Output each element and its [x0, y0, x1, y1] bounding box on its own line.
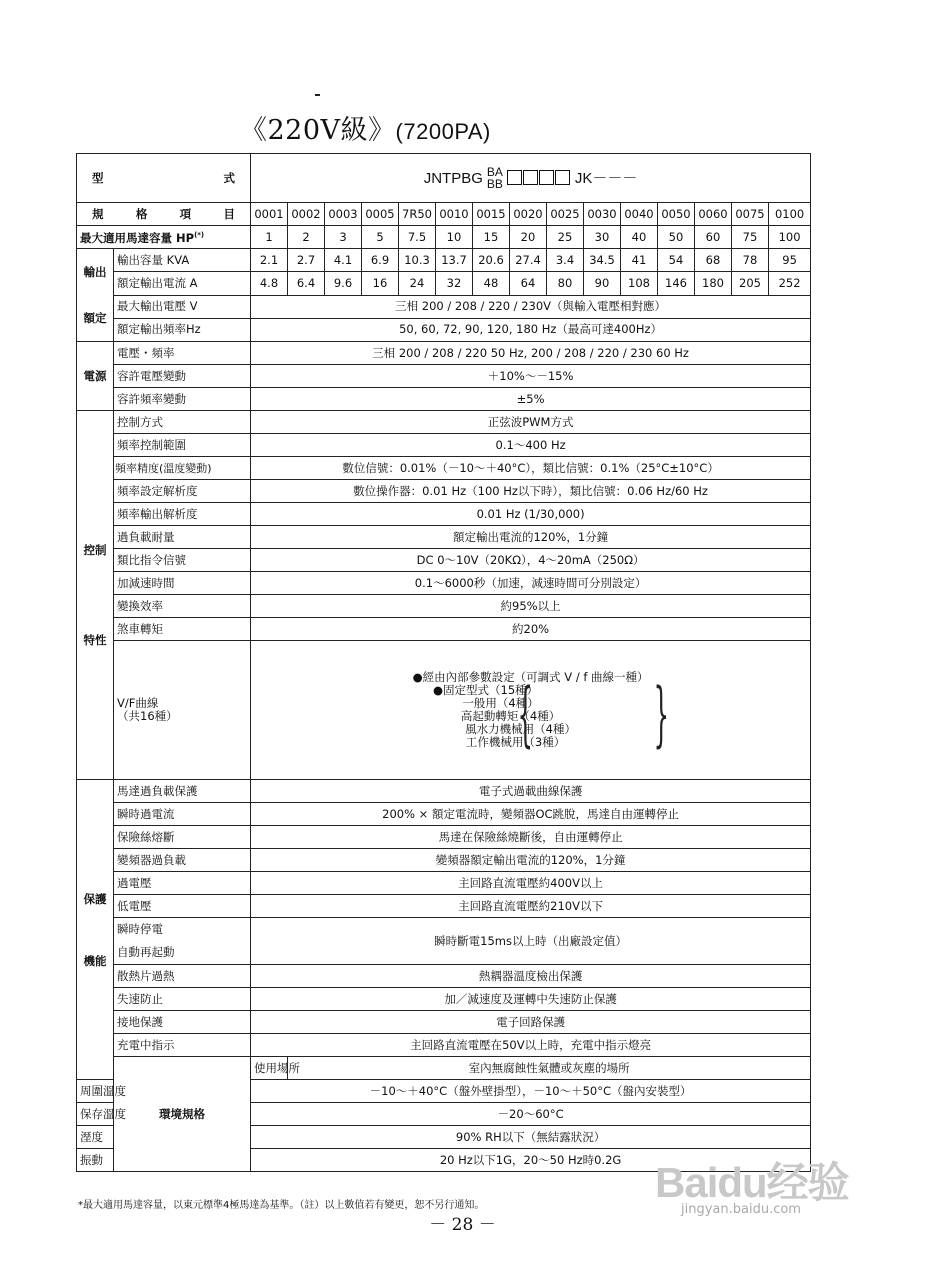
row-value: 0.1～6000秒（加速，減速時間可分別設定）: [251, 572, 811, 595]
hp-cell: 10: [436, 226, 473, 249]
code-cell: 0075: [732, 203, 769, 226]
row-value: 主回路直流電壓在50V以上時，充電中指示燈亮: [251, 1034, 811, 1057]
hp-cell: 1: [251, 226, 288, 249]
environment-category: 環境規格: [114, 1057, 251, 1172]
code-cell: 0005: [362, 203, 399, 226]
kva-cell: 2.7: [288, 249, 325, 272]
row-value: 數位信號：0.01%（－10～＋40°C），類比信號：0.1%（25°C±10°C）: [251, 457, 811, 480]
vf-label-text: V/F曲線: [117, 696, 159, 710]
power-row: [77, 388, 811, 411]
code-cell: 0060: [695, 203, 732, 226]
current-cell: 24: [399, 272, 436, 295]
kva-cell: 3.4: [547, 249, 584, 272]
row-label: 保存溫度: [77, 1103, 114, 1126]
control-category: 控制特性: [77, 411, 114, 780]
row-value: 三相 200 / 208 / 220 / 230V（與輸入電壓相對應）: [251, 295, 811, 318]
row-label: 頻率精度(溫度變動): [114, 457, 251, 480]
row-label: 馬達過負載保護: [114, 780, 251, 803]
kva-cell: 95: [769, 249, 811, 272]
row-value: 瞬時斷電15ms以上時（出廠設定值）: [251, 918, 811, 965]
row-value: 正弦波PWM方式: [251, 411, 811, 434]
protection-row: [77, 849, 811, 872]
watermark-url: jingyan.baidu.com: [681, 1202, 801, 1217]
kva-cell: 34.5: [584, 249, 621, 272]
current-cell: 16: [362, 272, 399, 295]
spec-header-row: [77, 203, 811, 226]
kva-cell: 41: [621, 249, 658, 272]
hp-cell: 75: [732, 226, 769, 249]
title-sub: (7200PA): [395, 119, 491, 144]
control-row: [77, 526, 811, 549]
code-cell: 0003: [325, 203, 362, 226]
hp-cell: 20: [510, 226, 547, 249]
row-value: 熱耦器溫度檢出保護: [251, 965, 811, 988]
model-label: [77, 154, 251, 203]
model-ba-bb: [487, 166, 503, 190]
hp-label: 最大適用馬達容量 HP(*): [77, 226, 251, 249]
vf-type: 風水力機械用（4種）: [465, 722, 576, 736]
row-value: 約20%: [251, 618, 811, 641]
hp-cell: 15: [473, 226, 510, 249]
row-value: 電子式過載曲線保護: [251, 780, 811, 803]
spec-header-label: 規 格 項 目: [77, 203, 251, 226]
spec-table: [76, 153, 811, 1172]
row-label: 容許電壓變動: [114, 365, 251, 388]
protection-row: [77, 803, 811, 826]
code-cell: 0025: [547, 203, 584, 226]
code-cell: 0015: [473, 203, 510, 226]
current-cell: 146: [658, 272, 695, 295]
row-label: 保險絲熔斷: [114, 826, 251, 849]
hp-cell: 100: [769, 226, 811, 249]
kva-cell: 78: [732, 249, 769, 272]
control-row: [77, 503, 811, 526]
current-cell: 48: [473, 272, 510, 295]
output-freq-row: [77, 318, 811, 341]
row-value: ＋10%～－15%: [251, 365, 811, 388]
row-label: 散熱片過熱: [114, 965, 251, 988]
control-row: [77, 572, 811, 595]
control-row: [77, 434, 811, 457]
scan-dot: [315, 94, 320, 96]
row-label: 輸出容量 KVA: [114, 249, 251, 272]
current-cell: 6.4: [288, 272, 325, 295]
vf-type: 一般用（4種）: [462, 696, 539, 710]
hp-cell: 50: [658, 226, 695, 249]
control-row: [77, 549, 811, 572]
kva-cell: 4.1: [325, 249, 362, 272]
power-row: [77, 342, 811, 365]
row-label: 失速防止: [114, 988, 251, 1011]
vf-count: （共16種）: [117, 709, 178, 723]
row-label: 額定輸出電流 A: [114, 272, 251, 295]
model-label-text: 型 式: [92, 170, 235, 185]
page-number: － 28 －: [429, 1215, 496, 1235]
kva-cell: 20.6: [473, 249, 510, 272]
row-value: 主回路直流電壓約400V以上: [251, 872, 811, 895]
control-row: [77, 618, 811, 641]
hp-cell: 2: [288, 226, 325, 249]
vf-type: 工作機械用（3種）: [465, 735, 566, 749]
protection-row: [77, 780, 811, 803]
row-value: 90% RH以下（無結露狀況）: [251, 1126, 811, 1149]
hp-cell: 40: [621, 226, 658, 249]
row-label: 瞬時過電流: [114, 803, 251, 826]
model-prefix: JNTPBG: [423, 169, 483, 187]
row-label: 使用場所: [251, 1057, 288, 1080]
row-label: 接地保護: [114, 1011, 251, 1034]
control-row: [77, 411, 811, 434]
current-cell: 4.8: [251, 272, 288, 295]
row-value: 約95%以上: [251, 595, 811, 618]
model-bb: BB: [486, 177, 503, 191]
current-cell: 32: [436, 272, 473, 295]
current-cell: 9.6: [325, 272, 362, 295]
row-value: －20～60°C: [251, 1103, 811, 1126]
vf-row: [77, 641, 811, 780]
output-category: 輸出額定: [77, 249, 114, 342]
kva-cell: 6.9: [362, 249, 399, 272]
watermark: [655, 1150, 849, 1217]
page-title: [240, 108, 491, 147]
row-value: 0.1～400 Hz: [251, 434, 811, 457]
protection-row: [77, 988, 811, 1011]
hp-cell: 25: [547, 226, 584, 249]
hp-cell: 60: [695, 226, 732, 249]
control-row: [77, 480, 811, 503]
code-cell: 0050: [658, 203, 695, 226]
protection-row: [77, 1011, 811, 1034]
row-value: 馬達在保險絲燒斷後，自由運轉停止: [251, 826, 811, 849]
row-label: 控制方式: [114, 411, 251, 434]
row-value: 20 Hz以下1G，20～50 Hz時0.2G: [251, 1149, 811, 1172]
kva-cell: 27.4: [510, 249, 547, 272]
title-main: 《220V級》: [240, 115, 396, 146]
output-voltage-row: [77, 295, 811, 318]
code-cell: 0001: [251, 203, 288, 226]
row-label: 最大輸出電壓 V: [114, 295, 251, 318]
row-value: 變頻器額定輸出電流的120%，1分鐘: [251, 849, 811, 872]
hp-cell: 7.5: [399, 226, 436, 249]
code-cell: 0010: [436, 203, 473, 226]
power-loss-label: 瞬時停電 自動再起動: [114, 918, 251, 965]
code-cell: 0020: [510, 203, 547, 226]
vf-line: ●經由內部參數設定（可調式 V / f 曲線一種）: [412, 670, 649, 684]
protection-row: [77, 1034, 811, 1057]
output-kva-row: [77, 249, 811, 272]
row-value: DC 0～10V（20KΩ），4～20mA（250Ω）: [251, 549, 811, 572]
vf-type: 高起動轉矩（4種）: [460, 709, 561, 723]
control-row: [77, 457, 811, 480]
row-value: 電子回路保護: [251, 1011, 811, 1034]
protection-row: [77, 826, 811, 849]
current-cell: 90: [584, 272, 621, 295]
current-cell: 180: [695, 272, 732, 295]
row-label: 變換效率: [114, 595, 251, 618]
power-loss-row: [77, 918, 811, 965]
row-label: 振動: [77, 1149, 114, 1172]
environment-row: [77, 1057, 811, 1080]
control-row: [77, 595, 811, 618]
code-cell: 7R50: [399, 203, 436, 226]
row-label: 頻率輸出解析度: [114, 503, 251, 526]
code-cell: 0100: [769, 203, 811, 226]
protection-category: 保護機能: [77, 780, 114, 1080]
row-value: 加／減速度及運轉中失速防止保護: [251, 988, 811, 1011]
row-label: 變頻器過負載: [114, 849, 251, 872]
row-value: 50, 60, 72, 90, 120, 180 Hz（最高可達400Hz）: [251, 318, 811, 341]
row-label: 頻率控制範圍: [114, 434, 251, 457]
output-current-row: [77, 272, 811, 295]
current-cell: 64: [510, 272, 547, 295]
kva-cell: 54: [658, 249, 695, 272]
row-label: 周圍溫度: [77, 1080, 114, 1103]
row-value: 室內無腐蝕性氣體或灰塵的場所: [288, 1057, 811, 1080]
row-value: ±5%: [251, 388, 811, 411]
row-label: 類比指令信號: [114, 549, 251, 572]
row-label: 加減速時間: [114, 572, 251, 595]
hp-cell: 5: [362, 226, 399, 249]
row-value: 0.01 Hz (1/30,000): [251, 503, 811, 526]
current-cell: 80: [547, 272, 584, 295]
code-cell: 0030: [584, 203, 621, 226]
row-value: 額定輸出電流的120%，1分鐘: [251, 526, 811, 549]
footnote: *最大適用馬達容量，以東元標準4極馬達為基準。（註）以上數值若有變更，恕不另行通知。: [78, 1200, 485, 1211]
kva-cell: 13.7: [436, 249, 473, 272]
row-label: 過負載耐量: [114, 526, 251, 549]
model-code: [251, 154, 811, 203]
row-label: 電壓・頻率: [114, 342, 251, 365]
row-value: 主回路直流電壓約210V以下: [251, 895, 811, 918]
row-label: 充電中指示: [114, 1034, 251, 1057]
row-label: 溼度: [77, 1126, 114, 1149]
vf-description: [251, 641, 811, 780]
left-brace-icon: {: [517, 673, 534, 755]
right-brace-icon: }: [653, 673, 670, 755]
row-label: 容許頻率變動: [114, 388, 251, 411]
power-row: [77, 365, 811, 388]
vf-line: ●固定型式（15種）: [433, 683, 539, 697]
hp-cell: 30: [584, 226, 621, 249]
watermark-logo: Baidu经验: [655, 1159, 849, 1206]
model-suffix: JK－－－: [574, 169, 638, 187]
row-value: 數位操作器：0.01 Hz（100 Hz以下時），類比信號：0.06 Hz/60 Hz: [251, 480, 811, 503]
row-value: 200% × 額定電流時，變頻器OC跳脫，馬達自由運轉停止: [251, 803, 811, 826]
row-label: 過電壓: [114, 872, 251, 895]
kva-cell: 2.1: [251, 249, 288, 272]
current-cell: 108: [621, 272, 658, 295]
protection-row: [77, 895, 811, 918]
code-cell: 0002: [288, 203, 325, 226]
power-category: 電源: [77, 342, 114, 411]
protection-row: [77, 965, 811, 988]
model-row: [77, 154, 811, 203]
row-value: －10～＋40°C（盤外壁掛型），－10～＋50°C（盤內安裝型）: [251, 1080, 811, 1103]
row-value: 三相 200 / 208 / 220 50 Hz, 200 / 208 / 220 / 230 60 Hz: [251, 342, 811, 365]
row-label: 額定輸出頻率Hz: [114, 318, 251, 341]
model-boxes: [507, 170, 571, 187]
protection-row: [77, 872, 811, 895]
current-cell: 205: [732, 272, 769, 295]
kva-cell: 10.3: [399, 249, 436, 272]
hp-row: [77, 226, 811, 249]
current-cell: 252: [769, 272, 811, 295]
model-ba: BA: [486, 165, 503, 179]
hp-cell: 3: [325, 226, 362, 249]
code-cell: 0040: [621, 203, 658, 226]
kva-cell: 68: [695, 249, 732, 272]
row-label: 低電壓: [114, 895, 251, 918]
row-label: 頻率設定解析度: [114, 480, 251, 503]
row-label: 煞車轉矩: [114, 618, 251, 641]
